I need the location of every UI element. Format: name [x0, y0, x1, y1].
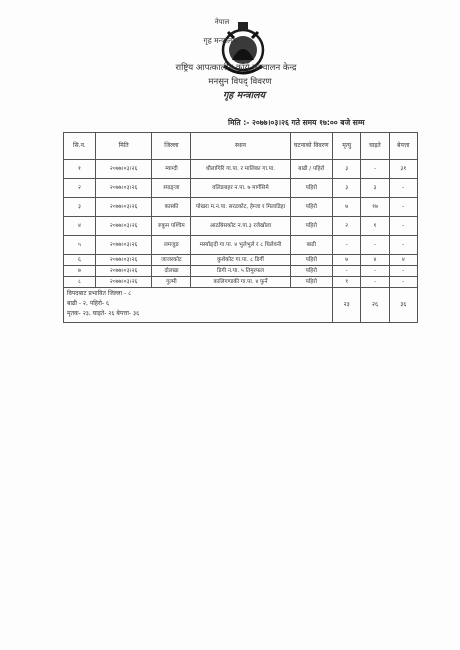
cell-incident: बाढी	[290, 236, 332, 255]
cell-district: कास्की	[152, 198, 191, 217]
cell-incident: पहिरो	[290, 179, 332, 198]
cell-date: २०७७।०३।२६	[95, 217, 152, 236]
cell-injured: ४	[361, 255, 389, 266]
header-cell-incident: घटनाको विवरण	[290, 133, 332, 160]
cell-incident: पहिरो	[290, 277, 332, 288]
cell-place: वलिङबहर न.पा. ७ मार्गसिमे	[191, 179, 290, 198]
cell-injured: -	[361, 277, 389, 288]
cell-place: मर्स्याङ्दी गा.पा. ४ भुलेभुले र ८ धिलेवनी	[191, 236, 290, 255]
disaster-report-table	[63, 132, 418, 323]
cell-dead: -	[333, 266, 361, 277]
header-line-3: राष्ट्रिय आपत्कालीन कार्य सञ्चालन केन्द्र	[175, 63, 297, 73]
cell-missing: -	[389, 198, 417, 217]
header-cell-sn: सि.न.	[64, 133, 96, 160]
cell-missing: ४	[389, 255, 417, 266]
cell-place: कुशेकोट गा.पा. ८ डिर्गी	[191, 255, 290, 266]
table-row	[64, 255, 418, 266]
header-cell-date: मिति	[95, 133, 152, 160]
header-cell-injured: घाइते	[361, 133, 389, 160]
cell-district: गुल्मी	[152, 277, 191, 288]
cell-injured: -	[361, 266, 389, 277]
cell-district: दोलखा	[152, 266, 191, 277]
table-row	[64, 217, 418, 236]
cell-sn: ४	[64, 217, 96, 236]
table-row	[64, 160, 418, 179]
cell-injured: १७	[361, 198, 389, 217]
cell-dead: ३	[333, 179, 361, 198]
cell-date: २०७७।०३।२६	[95, 160, 152, 179]
table-header-row	[64, 133, 418, 160]
table-row	[64, 277, 418, 288]
cell-district: लमजुङ	[152, 236, 191, 255]
cell-incident: पहिरो	[290, 217, 332, 236]
summary-casualties: मृतक- २३, घाइते- २६ बेपत्ता- ३६	[67, 310, 140, 317]
cell-date: २०७७।०३।२६	[95, 266, 152, 277]
cell-dead: ७	[333, 198, 361, 217]
cell-date: २०७७।०३।२६	[95, 255, 152, 266]
total-dead: २३	[333, 288, 361, 323]
table-row	[64, 198, 418, 217]
cell-sn: ७	[64, 266, 96, 277]
cell-place: डिगी न.पा. ५ तिमुरफल	[191, 266, 290, 277]
cell-injured: -	[361, 236, 389, 255]
cell-sn: ५	[64, 236, 96, 255]
cell-sn: २	[64, 179, 96, 198]
cell-missing: -	[389, 277, 417, 288]
total-missing: ३६	[389, 288, 417, 323]
cell-place: धौलागिरि गा.पा. र मालिका गा.पा.	[191, 160, 290, 179]
cell-injured: -	[361, 160, 389, 179]
table-row	[64, 236, 418, 255]
header-line-2: गृह मन्त्रालय	[203, 36, 237, 45]
cell-sn: ६	[64, 255, 96, 266]
cell-dead: ३	[333, 160, 361, 179]
header-line-4: मनसुन विपद् विवरण	[208, 77, 272, 87]
cell-sn: ८	[64, 277, 96, 288]
header-cell-district: जिल्ला	[152, 133, 191, 160]
summary-flood-landslide: बाढी - २, पहिरो- ६	[67, 300, 110, 307]
cell-dead: ७	[333, 255, 361, 266]
cell-district: रुकुम पश्चिम	[152, 217, 191, 236]
summary-row	[64, 288, 418, 323]
cell-place: पोखरा म.न.पा. सरडकोट, हेम्जा र मिलाडिहा	[191, 198, 290, 217]
cell-dead: -	[333, 236, 361, 255]
cell-date: २०७७।०३।२६	[95, 179, 152, 198]
cell-place: आठबिसकोट न.पा.३ रजेखोला	[191, 217, 290, 236]
cell-sn: ३	[64, 198, 96, 217]
summary-cell	[64, 288, 333, 323]
cell-missing: -	[389, 236, 417, 255]
cell-missing: -	[389, 179, 417, 198]
cell-incident: पहिरो	[290, 198, 332, 217]
table-row	[64, 266, 418, 277]
cell-dead: १	[333, 277, 361, 288]
cell-missing: -	[389, 217, 417, 236]
cell-date: २०७७।०३।२६	[95, 236, 152, 255]
cell-date: २०७७।०३।२६	[95, 198, 152, 217]
cell-injured: १	[361, 217, 389, 236]
header-cell-missing: बेपत्ता	[389, 133, 417, 160]
cell-incident: पहिरो	[290, 255, 332, 266]
cell-missing: ३१	[389, 160, 417, 179]
cell-district: म्याग्दी	[152, 160, 191, 179]
cell-missing: -	[389, 266, 417, 277]
cell-injured: ३	[361, 179, 389, 198]
header-line-1: नेपाल	[214, 18, 230, 26]
header-cell-dead: मृत्यु	[333, 133, 361, 160]
table-row	[64, 179, 418, 198]
cell-place: कालिगण्डकी गा.पा. ४ फुर्ने	[191, 277, 290, 288]
cell-dead: २	[333, 217, 361, 236]
cell-sn: १	[64, 160, 96, 179]
summary-affected-districts: विपदबाट प्रभावित जिल्ला - ८	[67, 290, 132, 297]
total-injured: २६	[361, 288, 389, 323]
header-cell-place: स्थान	[191, 133, 290, 160]
cell-date: २०७७।०३।२६	[95, 277, 152, 288]
cell-incident: पहिरो	[290, 266, 332, 277]
report-date-line: मिति :- २०७७।०३।२६ गते समय १७:०० बजे सम्म	[228, 118, 365, 127]
cell-district: स्याङ्जा	[152, 179, 191, 198]
header-line-5: गृह मन्त्रालय	[222, 90, 266, 101]
cell-district: जाजरकोट	[152, 255, 191, 266]
cell-incident: बाढी / पहिरो	[290, 160, 332, 179]
